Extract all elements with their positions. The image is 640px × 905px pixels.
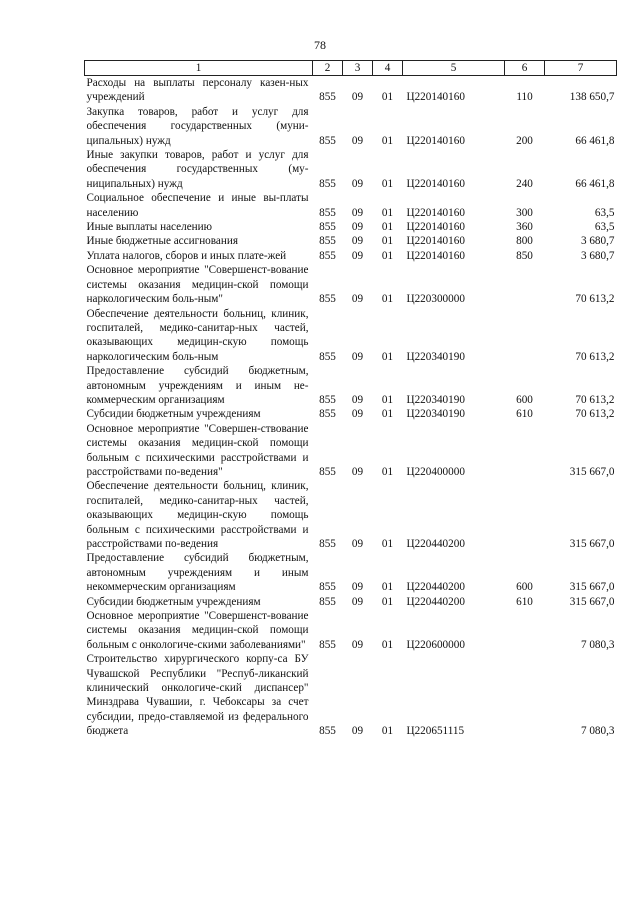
cell-subsection: 01 bbox=[381, 393, 394, 406]
cell-section: 09 bbox=[351, 725, 364, 738]
table-header-row bbox=[85, 61, 617, 76]
cell-name: Иные выплаты населению bbox=[86, 221, 212, 234]
cell-name: Строительство хирургического корпу-са БУ Чувашской Республики "Респуб-ликанский клинический онкологиче-ский диспансер" Минздрава Чувашии, г. Чебоксары за счет субсидии, предо-ставляемой из федерального бюджета bbox=[86, 653, 309, 738]
cell-amount: 3 680,7 bbox=[580, 235, 615, 248]
column-header-subsection: 4 bbox=[373, 61, 403, 76]
cell-code: 855 bbox=[319, 91, 336, 104]
cell-subsection: 01 bbox=[381, 465, 394, 478]
cell-code: 855 bbox=[319, 538, 336, 550]
cell-name: Субсидии бюджетным учреждениям bbox=[86, 595, 261, 608]
cell-expense-type bbox=[505, 422, 545, 480]
cell-amount: 7 080,3 bbox=[580, 725, 615, 738]
cell-name: Социальное обеспечение и иные вы-платы населению bbox=[86, 192, 309, 219]
cell-amount: 138 650,7 bbox=[569, 91, 615, 104]
table-row bbox=[85, 609, 617, 652]
cell-name: Расходы на выплаты персоналу казен-ных учреждений bbox=[86, 77, 309, 104]
cell-subsection: 01 bbox=[381, 350, 394, 363]
cell-name: Обеспечение деятельности больниц, клиник, госпиталей, медико-санитар-ных частей, оказывающих медицин-скую помощь больным с психическими расстройствами и расстройствами по-ведения bbox=[86, 480, 309, 550]
cell-section: 09 bbox=[351, 638, 364, 651]
cell-subsection: 01 bbox=[381, 134, 394, 147]
cell-code: 855 bbox=[319, 595, 336, 608]
cell-expense-type bbox=[505, 263, 545, 306]
cell-name: Уплата налогов, сборов и иных плате-жей bbox=[86, 249, 287, 262]
table-row bbox=[85, 652, 617, 738]
cell-name: Основное мероприятие "Совершен-ствование системы оказания медицин-ской помощи больным с психическими расстройствами и расстройствами по-ведения" bbox=[86, 422, 309, 478]
cell-target-article: Ц220440200 bbox=[406, 581, 465, 594]
cell-amount: 7 080,3 bbox=[580, 638, 615, 651]
cell-amount: 315 667,0 bbox=[569, 538, 615, 550]
cell-target-article: Ц220140160 bbox=[406, 235, 465, 248]
cell-expense-type: 240 bbox=[516, 177, 533, 190]
cell-subsection: 01 bbox=[381, 725, 394, 738]
cell-subsection: 01 bbox=[381, 581, 394, 594]
cell-target-article: Ц220140160 bbox=[406, 177, 465, 190]
table-row bbox=[85, 220, 617, 234]
cell-section: 09 bbox=[351, 538, 364, 550]
cell-section: 09 bbox=[351, 235, 364, 248]
cell-name: Предоставление субсидий бюджетным, автономным учреждениям и иным не-коммерческим организациям bbox=[86, 365, 309, 406]
column-header-amount: 7 bbox=[545, 61, 617, 76]
cell-expense-type: 610 bbox=[516, 595, 533, 608]
cell-section: 09 bbox=[351, 595, 364, 608]
cell-code: 855 bbox=[319, 221, 336, 234]
cell-name: Субсидии бюджетным учреждениям bbox=[86, 408, 261, 421]
cell-amount: 315 667,0 bbox=[569, 581, 615, 594]
table-row bbox=[85, 263, 617, 306]
cell-name: Иные бюджетные ассигнования bbox=[86, 235, 238, 248]
cell-amount: 70 613,2 bbox=[575, 393, 615, 406]
table-row bbox=[85, 191, 617, 220]
cell-code: 855 bbox=[319, 725, 336, 738]
cell-target-article: Ц220400000 bbox=[406, 465, 465, 478]
cell-amount: 70 613,2 bbox=[575, 408, 615, 421]
cell-amount: 3 680,7 bbox=[580, 249, 615, 262]
table-row bbox=[85, 249, 617, 263]
cell-code: 855 bbox=[319, 350, 336, 363]
cell-target-article: Ц220140160 bbox=[406, 206, 465, 219]
table-row bbox=[85, 307, 617, 365]
cell-expense-type bbox=[505, 307, 545, 365]
cell-expense-type: 110 bbox=[516, 91, 533, 104]
cell-section: 09 bbox=[351, 177, 364, 190]
cell-subsection: 01 bbox=[381, 235, 394, 248]
cell-name: Предоставление субсидий бюджетным, автономным учреждениям и иным некоммерческим организациям bbox=[86, 552, 309, 594]
cell-target-article: Ц220140160 bbox=[406, 134, 465, 147]
cell-name: Иные закупки товаров, работ и услуг для обеспечения государственных (му-ниципальных) нужд bbox=[86, 149, 309, 190]
page-number: 78 bbox=[314, 38, 326, 52]
cell-amount: 70 613,2 bbox=[575, 350, 615, 363]
table-row bbox=[85, 407, 617, 421]
table-row bbox=[85, 105, 617, 148]
budget-table bbox=[84, 60, 617, 739]
cell-code: 855 bbox=[319, 134, 336, 147]
cell-name: Основное мероприятие "Совершенст-вование системы оказания медицин-ской помощи больным с онкологиче-скими заболеваниями" bbox=[86, 610, 309, 651]
cell-amount: 63,5 bbox=[594, 221, 615, 234]
cell-target-article: Ц220600000 bbox=[406, 638, 465, 651]
cell-expense-type: 600 bbox=[516, 581, 533, 594]
cell-subsection: 01 bbox=[381, 206, 394, 219]
table-row bbox=[85, 595, 617, 609]
cell-subsection: 01 bbox=[381, 293, 394, 306]
cell-section: 09 bbox=[351, 581, 364, 594]
cell-expense-type bbox=[505, 609, 545, 652]
cell-amount: 315 667,0 bbox=[569, 595, 615, 608]
cell-code: 855 bbox=[319, 581, 336, 594]
cell-section: 09 bbox=[351, 350, 364, 363]
cell-code: 855 bbox=[319, 206, 336, 219]
cell-subsection: 01 bbox=[381, 538, 394, 550]
cell-target-article: Ц220140160 bbox=[406, 249, 465, 262]
cell-subsection: 01 bbox=[381, 221, 394, 234]
column-header-section: 3 bbox=[343, 61, 373, 76]
cell-section: 09 bbox=[351, 134, 364, 147]
cell-expense-type: 300 bbox=[516, 206, 533, 219]
cell-code: 855 bbox=[319, 293, 336, 306]
cell-subsection: 01 bbox=[381, 595, 394, 608]
column-header-target-article: 5 bbox=[403, 61, 505, 76]
cell-code: 855 bbox=[319, 465, 336, 478]
cell-amount: 315 667,0 bbox=[569, 465, 615, 478]
cell-subsection: 01 bbox=[381, 408, 394, 421]
cell-name: Обеспечение деятельности больниц, клиник, госпиталей, медико-санитар-ных частей, оказывающих медицин-скую помощь наркологическим боль-ным bbox=[86, 307, 309, 363]
cell-section: 09 bbox=[351, 393, 364, 406]
cell-target-article: Ц220440200 bbox=[406, 595, 465, 608]
cell-expense-type: 850 bbox=[516, 249, 533, 262]
cell-code: 855 bbox=[319, 393, 336, 406]
cell-amount: 70 613,2 bbox=[575, 293, 615, 306]
column-header-expense-type: 6 bbox=[505, 61, 545, 76]
table-row bbox=[85, 422, 617, 480]
cell-section: 09 bbox=[351, 465, 364, 478]
cell-amount: 66 461,8 bbox=[575, 134, 615, 147]
table-row bbox=[85, 234, 617, 248]
cell-target-article: Ц220140160 bbox=[406, 221, 465, 234]
cell-subsection: 01 bbox=[381, 91, 394, 104]
table-body bbox=[85, 76, 617, 739]
cell-section: 09 bbox=[351, 249, 364, 262]
cell-name: Основное мероприятие "Совершенст-вование системы оказания медицин-ской помощи наркологическим боль-ным" bbox=[86, 264, 309, 306]
cell-target-article: Ц220300000 bbox=[406, 293, 465, 306]
cell-expense-type: 800 bbox=[516, 235, 533, 248]
cell-section: 09 bbox=[351, 408, 364, 421]
cell-amount: 63,5 bbox=[594, 206, 615, 219]
cell-expense-type: 600 bbox=[516, 393, 533, 406]
cell-expense-type: 360 bbox=[516, 221, 533, 234]
cell-target-article: Ц220340190 bbox=[406, 393, 465, 406]
cell-amount: 66 461,8 bbox=[575, 177, 615, 190]
table-row bbox=[85, 551, 617, 594]
cell-expense-type: 610 bbox=[516, 408, 533, 421]
table-row bbox=[85, 76, 617, 105]
column-header-code: 2 bbox=[313, 61, 343, 76]
cell-section: 09 bbox=[351, 221, 364, 234]
cell-target-article: Ц220140160 bbox=[406, 91, 465, 104]
cell-expense-type bbox=[505, 479, 545, 551]
cell-code: 855 bbox=[319, 408, 336, 421]
cell-target-article: Ц220340190 bbox=[406, 408, 465, 421]
cell-section: 09 bbox=[351, 91, 364, 104]
cell-name: Закупка товаров, работ и услуг для обеспечения государственных (муни-ципальных) нужд bbox=[86, 105, 309, 147]
cell-code: 855 bbox=[319, 249, 336, 262]
column-header-name: 1 bbox=[85, 61, 313, 76]
cell-expense-type bbox=[505, 652, 545, 738]
cell-subsection: 01 bbox=[381, 638, 394, 651]
cell-subsection: 01 bbox=[381, 249, 394, 262]
table-row bbox=[85, 364, 617, 407]
table-row bbox=[85, 479, 617, 551]
cell-target-article: Ц220651115 bbox=[406, 725, 465, 738]
cell-target-article: Ц220440200 bbox=[406, 538, 465, 550]
cell-code: 855 bbox=[319, 235, 336, 248]
cell-section: 09 bbox=[351, 206, 364, 219]
cell-subsection: 01 bbox=[381, 177, 394, 190]
cell-section: 09 bbox=[351, 293, 364, 306]
cell-code: 855 bbox=[319, 177, 336, 190]
cell-code: 855 bbox=[319, 638, 336, 651]
cell-target-article: Ц220340190 bbox=[406, 350, 465, 363]
table-row bbox=[85, 148, 617, 191]
cell-expense-type: 200 bbox=[516, 134, 533, 147]
